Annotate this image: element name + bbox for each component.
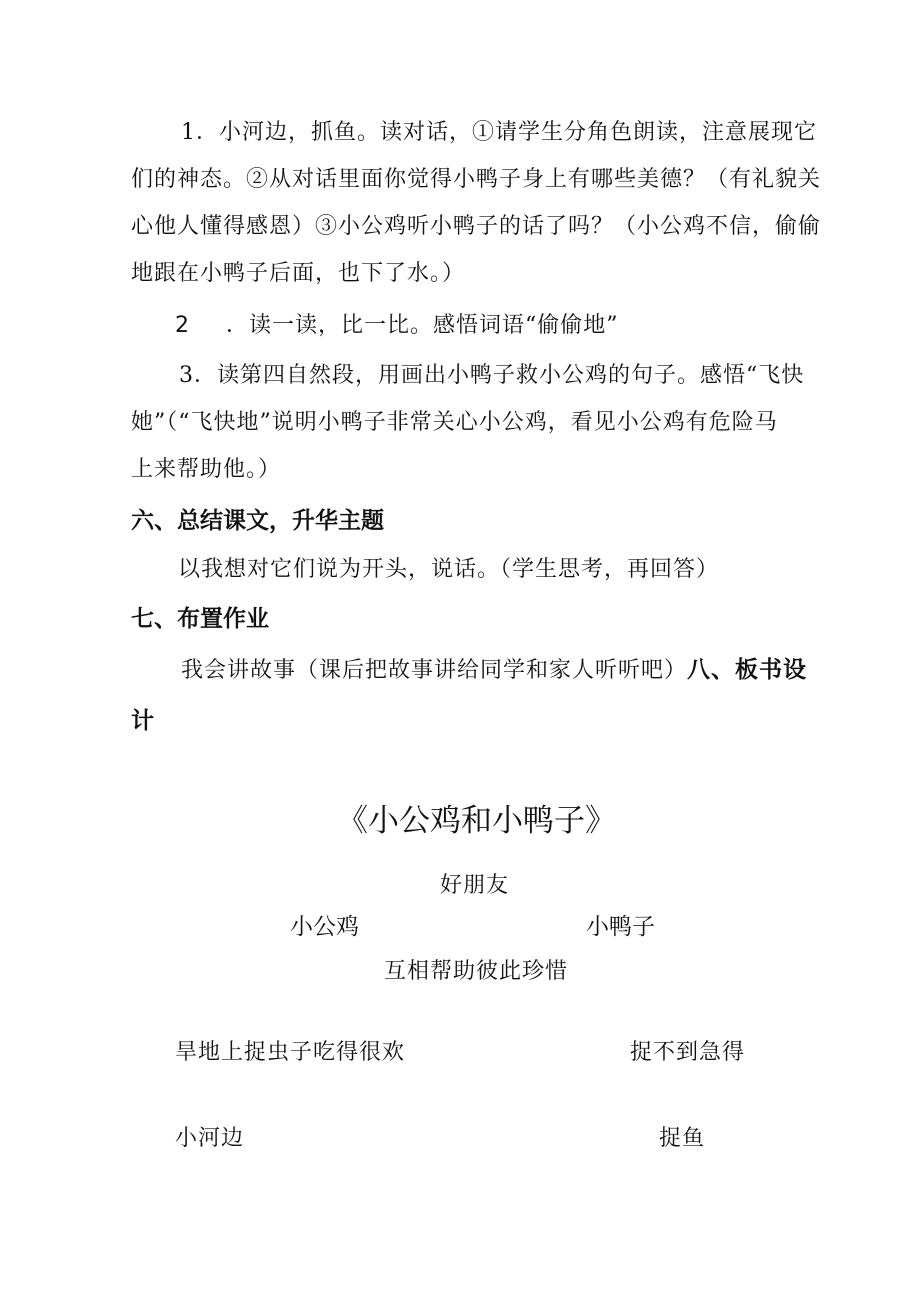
board-left-row2: 小河边 (175, 1126, 245, 1151)
board-left-row1: 旱地上捉虫子吃得很欢 (175, 1040, 406, 1065)
board-right-row2: 捉鱼 (659, 1126, 706, 1151)
section6-heading: 六、总结课文，升华主题 (131, 508, 384, 534)
board-right-name: 小鸭子 (586, 914, 655, 940)
item3-line3: 上来帮助他。） (131, 457, 282, 482)
section8-heading-part1: 八、板书设 (687, 657, 808, 683)
section7-text: 我会讲故事（课后把故事讲给同学和家人听听吧） (181, 658, 688, 683)
board-right-row1: 捉不到急得 (630, 1040, 746, 1065)
section6-text: 以我想对它们说为开头，说话。（学生思考，再回答） (178, 557, 720, 582)
item1-line4: 地跟在小鸭子后面，也下了水。） (131, 261, 466, 286)
item2-number: 2 (175, 313, 190, 338)
board-relation-bottom: 互相帮助彼此珍惜 (384, 959, 569, 984)
section7-heading: 七、布置作业 (131, 606, 269, 632)
board-title: 《小公鸡和小鸭子》 (337, 803, 616, 839)
item3-line2: 她”（“飞快地”说明小鸭子非常关心小公鸡，看见小公鸡有危险马 (131, 410, 778, 435)
section8-heading-part2: 计 (131, 708, 154, 734)
item1-line2: 们的神态。②从对话里面你觉得小鸭子身上有哪些美德？（有礼貌关 (131, 167, 822, 192)
item3-line1: 3．读第四自然段，用画出小鸭子救小公鸡的句子。感悟“飞快 (179, 363, 805, 388)
board-relation-top: 好朋友 (440, 873, 510, 898)
board-left-name: 小公鸡 (290, 914, 359, 940)
item1-line1: 1．小河边，抓鱼。读对话，①请学生分角色朗读，注意展现它 (181, 120, 817, 145)
item1-line3: 心他人懂得感恩）③小公鸡听小鸭子的话了吗？（小公鸡不信，偷偷 (131, 214, 822, 239)
item2-text: ．读一读，比一比。感悟词语“偷偷地” (226, 313, 619, 338)
section7-text-line (181, 655, 807, 686)
